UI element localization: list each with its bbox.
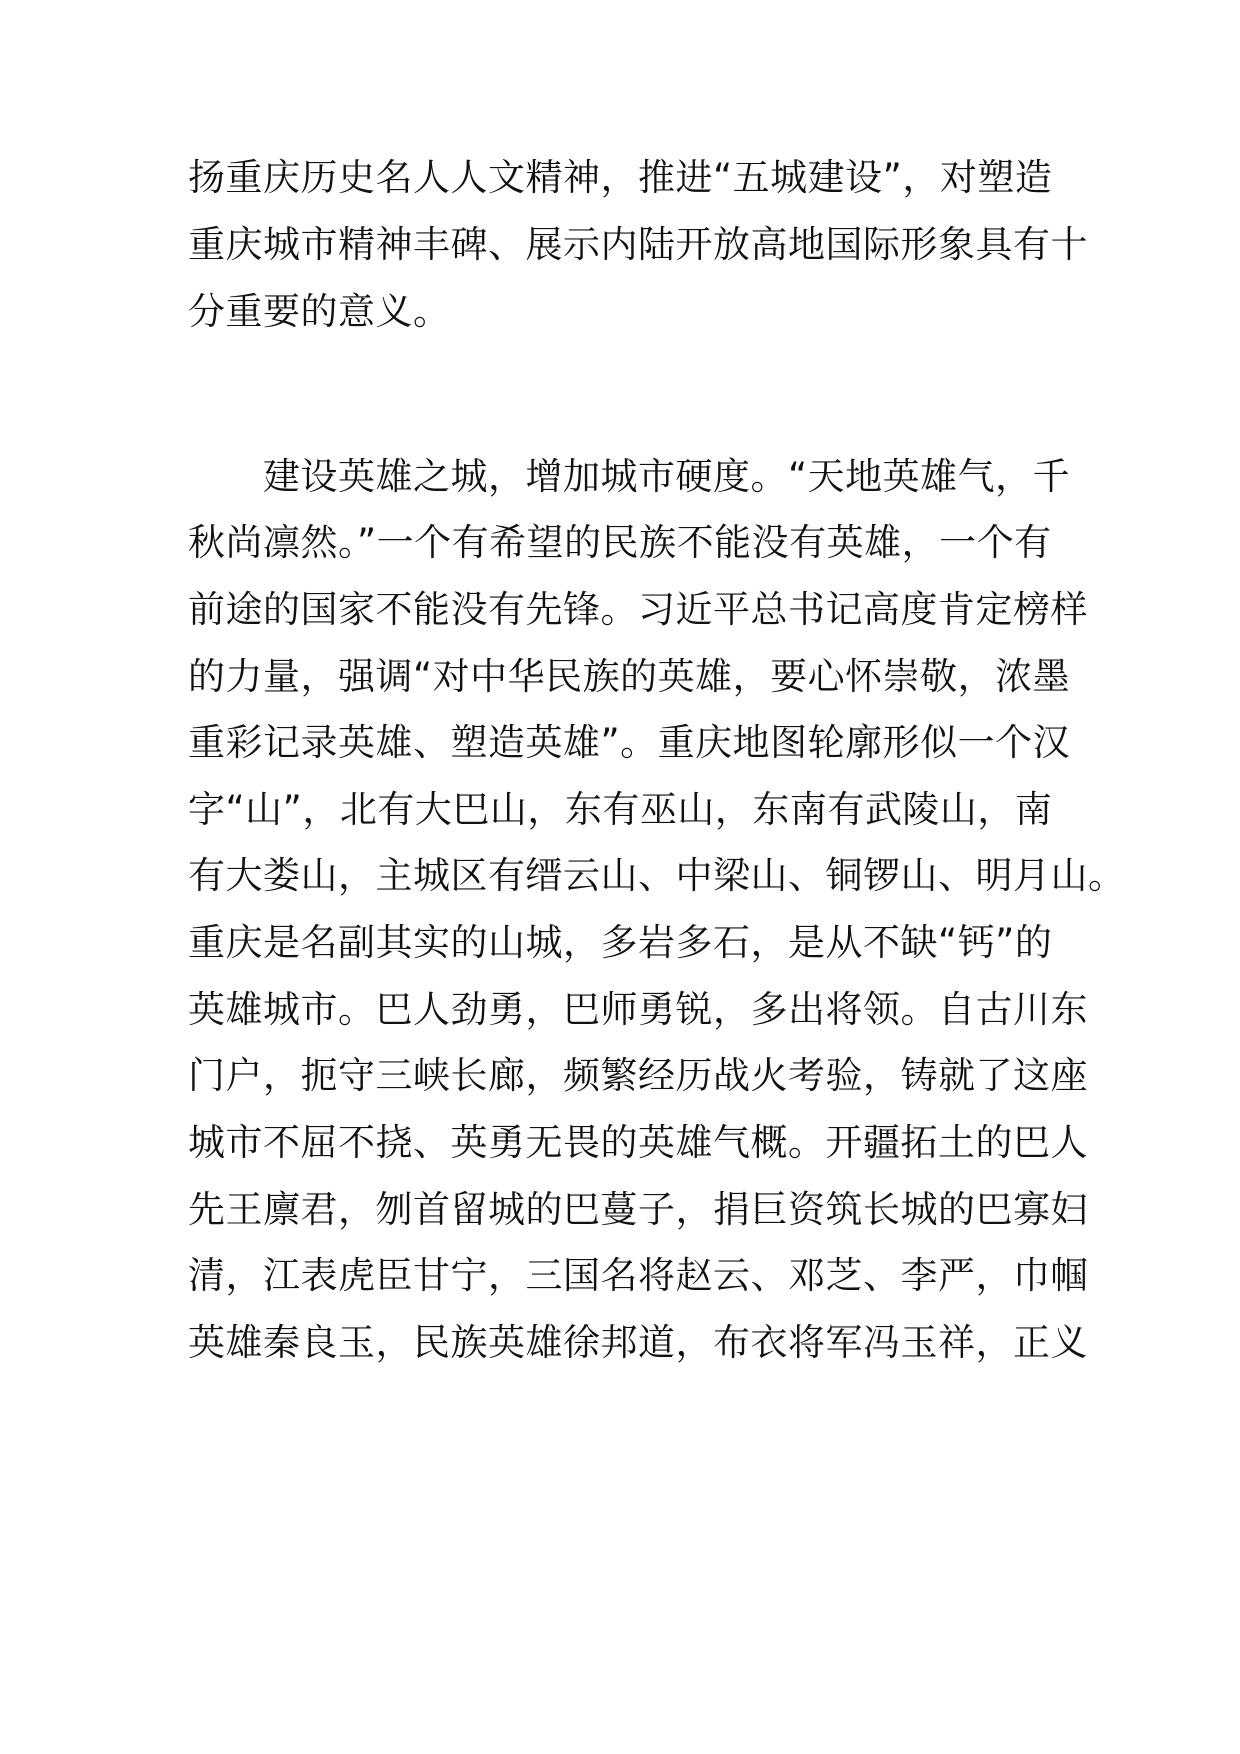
paragraph-1-line-1: 扬重庆历史名人人文精神，推进“五城建设”，对塑造 xyxy=(188,156,1053,199)
paragraph-2-line-12: 先王廪君，刎首留城的巴蔓子，捐巨资筑长城的巴寡妇 xyxy=(188,1188,1088,1231)
paragraph-2-line-14: 英雄秦良玉，民族英雄徐邦道，布衣将军冯玉祥，正义 xyxy=(188,1321,1088,1364)
paragraph-2-line-11: 城市不屈不挠、英勇无畏的英雄气概。开疆拓土的巴人 xyxy=(188,1121,1088,1164)
paragraph-2-line-13: 清，江表虎臣甘宁，三国名将赵云、邓芝、李严，巾帼 xyxy=(188,1254,1088,1297)
paragraph-2-line-5: 重彩记录英雄、塑造英雄”。重庆地图轮廓形似一个汉 xyxy=(188,721,1071,764)
paragraph-2-line-8: 重庆是名副其实的山城，多岩多石，是从不缺“钙”的 xyxy=(188,921,1053,964)
paragraph-2-line-6: 字“山”，北有大巴山，东有巫山，东南有武陵山，南 xyxy=(188,788,1053,831)
paragraph-2-line-9: 英雄城市。巴人劲勇，巴师勇锐，多出将领。自古川东 xyxy=(188,988,1088,1031)
paragraph-2-line-7: 有大娄山，主城区有缙云山、中梁山、铜锣山、明月山。 xyxy=(188,854,1126,897)
paragraph-2-line-10: 门户，扼守三峡长廊，频繁经历战火考验，铸就了这座 xyxy=(188,1054,1088,1097)
paragraph-2-line-1: 建设英雄之城，增加城市硬度。“天地英雄气，千 xyxy=(188,455,1071,498)
paragraph-2-line-4: 的力量，强调“对中华民族的英雄，要心怀崇敬，浓墨 xyxy=(188,655,1071,698)
paragraph-1-line-2: 重庆城市精神丰碑、展示内陆开放高地国际形象具有十 xyxy=(188,223,1088,266)
paragraph-2-line-3: 前途的国家不能没有先锋。习近平总书记高度肯定榜样 xyxy=(188,588,1088,631)
paragraph-2-line-2: 秋尚凛然。”一个有希望的民族不能没有英雄，一个有 xyxy=(188,521,1052,564)
paragraph-1-line-3: 分重要的意义。 xyxy=(188,290,451,333)
